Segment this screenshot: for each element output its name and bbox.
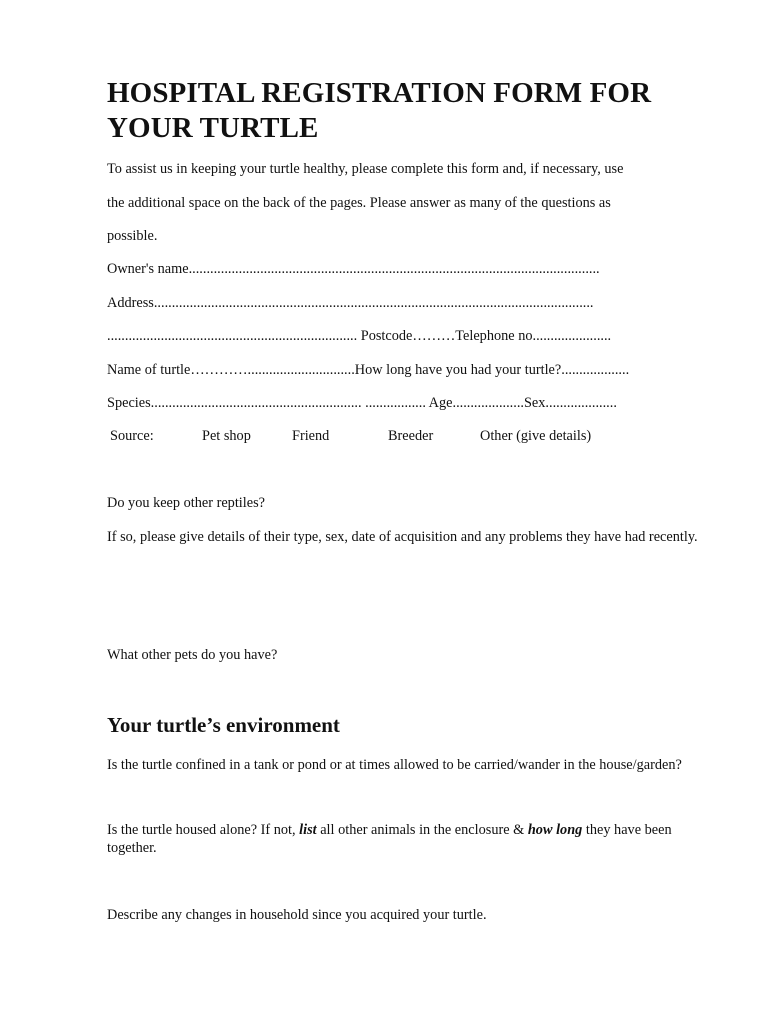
housed-emphasis-how-long: how long — [527, 822, 583, 838]
source-option-other[interactable]: Other (give details) — [480, 428, 592, 444]
address-field[interactable]: Address........................................................................................................................... — [107, 295, 594, 311]
owner-name-field[interactable]: Owner's name................................................................................................................... — [107, 261, 600, 277]
intro-line-3: possible. — [107, 228, 158, 244]
housed-text-2: all other animals in the enclosure & — [316, 822, 528, 838]
question-household-changes: Describe any changes in household since you acquired your turtle. — [107, 907, 487, 923]
source-option-friend[interactable]: Friend — [292, 428, 330, 444]
question-other-reptiles: Do you keep other reptiles? — [107, 495, 266, 511]
housed-text-3: they have been together. — [107, 822, 672, 856]
intro-line-2: the additional space on the back of the pages. Please answer as many of the questions as — [107, 195, 611, 211]
form-title: HOSPITAL REGISTRATION FORM FOR YOUR TURTLE — [107, 77, 652, 144]
question-housed-alone — [107, 821, 712, 857]
question-confined: Is the turtle confined in a tank or pond or at times allowed to be carried/wander in the house/garden? — [107, 757, 682, 773]
turtle-name-field[interactable]: Name of turtle…………..............................How long have you had your turtle?................... — [107, 362, 630, 378]
housed-emphasis-list: list — [299, 822, 317, 838]
environment-heading: Your turtle’s environment — [107, 713, 340, 737]
housed-text-1: Is the turtle housed alone? If not, — [107, 822, 300, 838]
source-option-breeder[interactable]: Breeder — [388, 428, 434, 444]
source-row — [0, 427, 770, 447]
question-other-pets: What other pets do you have? — [107, 647, 278, 663]
intro-line-1: To assist us in keeping your turtle healthy, please complete this form and, if necessary, use — [107, 161, 624, 177]
postcode-telephone-field[interactable]: ...................................................................... Postcode………Telephone no...................... — [107, 328, 612, 344]
question-reptile-details: If so, please give details of their type, sex, date of acquisition and any problems they have had recently. — [107, 529, 698, 545]
source-option-pet-shop[interactable]: Pet shop — [202, 428, 251, 444]
species-age-sex-field[interactable]: Species........................................................... ................. Age....................Sex.................... — [107, 395, 617, 411]
source-label: Source: — [110, 428, 154, 444]
